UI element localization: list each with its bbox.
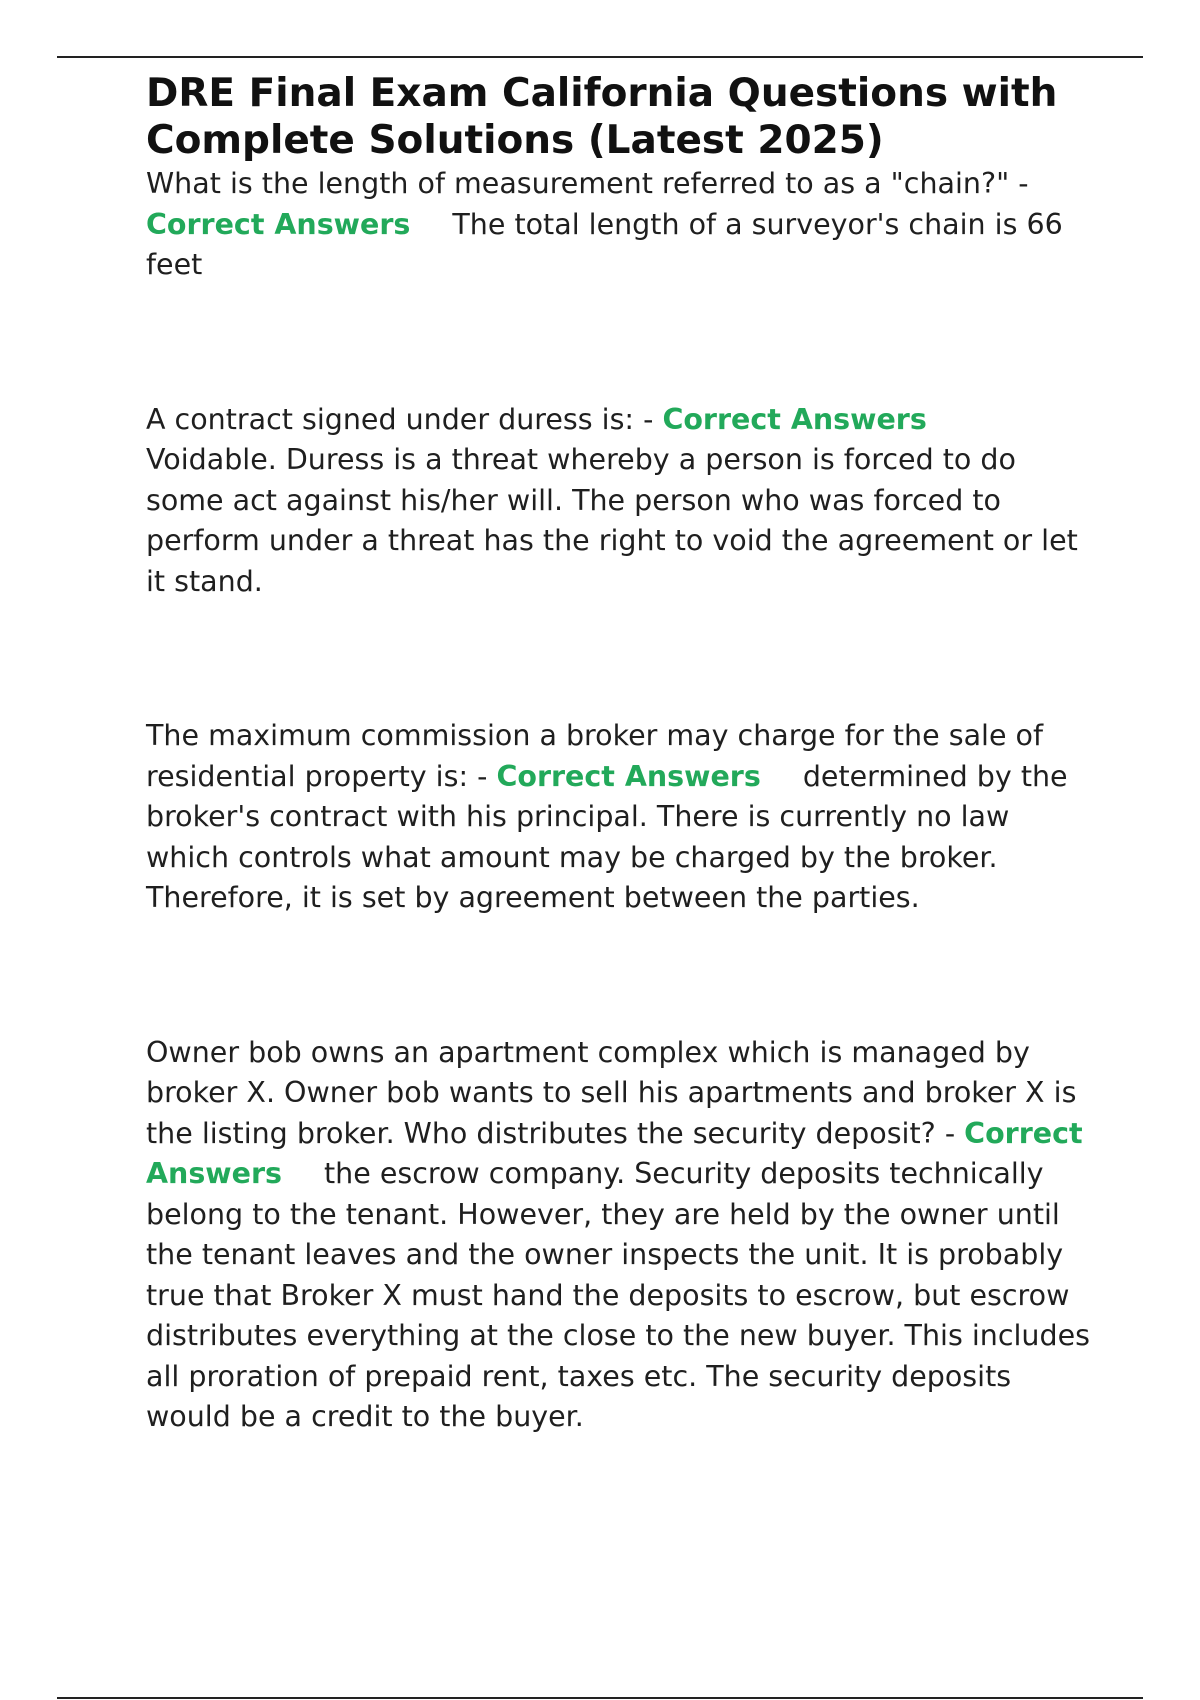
document-page bbox=[146, 70, 1096, 1438]
answer-text: The total length of a surveyor's chain is 66 feet bbox=[146, 207, 1063, 281]
qa-item-3 bbox=[146, 716, 1096, 919]
document-title: DRE Final Exam California Questions with Complete Solutions (Latest 2025) bbox=[146, 71, 1058, 163]
bottom-rule bbox=[57, 1697, 1143, 1699]
qa-item-1 bbox=[146, 164, 1096, 286]
correct-answers-label: Correct Answers bbox=[146, 1116, 1083, 1190]
question-text: What is the length of measurement referred to as a "chain?" - bbox=[146, 167, 1029, 200]
answer-text: determined by the broker's contract with his principal. There is currently no law which controls what amount may be charged by the broker. Therefore, it is set by agreement between the parties. bbox=[146, 759, 1068, 914]
question-text: The maximum commission a broker may charge for the sale of residential property is: - bbox=[146, 719, 1044, 793]
qa-item-4 bbox=[146, 1033, 1096, 1438]
qa-item-2 bbox=[146, 400, 1096, 603]
top-rule bbox=[57, 56, 1143, 58]
question-text: Owner bob owns an apartment complex which is managed by broker X. Owner bob wants to sell his apartments and broker X is the listing broker. Who distributes the security deposit? - bbox=[146, 1035, 1077, 1150]
answer-text: the escrow company. Security deposits technically belong to the tenant. However, they are held by the owner until the tenant leaves and the owner inspects the unit. It is probably true that Broker X must hand the deposits to escrow, but escrow distributes everything at the close to the new buyer. This includes all proration of prepaid rent, taxes etc. The security deposits would be a credit to the buyer. bbox=[146, 1157, 1090, 1433]
correct-answers-label: Correct Answers bbox=[146, 207, 411, 241]
answer-text: Voidable. Duress is a threat whereby a person is forced to do some act against his/her will. The person who was forced to perform under a threat has the right to void the agreement or let it stand. bbox=[146, 443, 1078, 598]
question-text: A contract signed under duress is: - bbox=[146, 402, 663, 436]
correct-answers-label: Correct Answers bbox=[496, 759, 761, 793]
correct-answers-label: Correct Answers bbox=[662, 402, 927, 436]
